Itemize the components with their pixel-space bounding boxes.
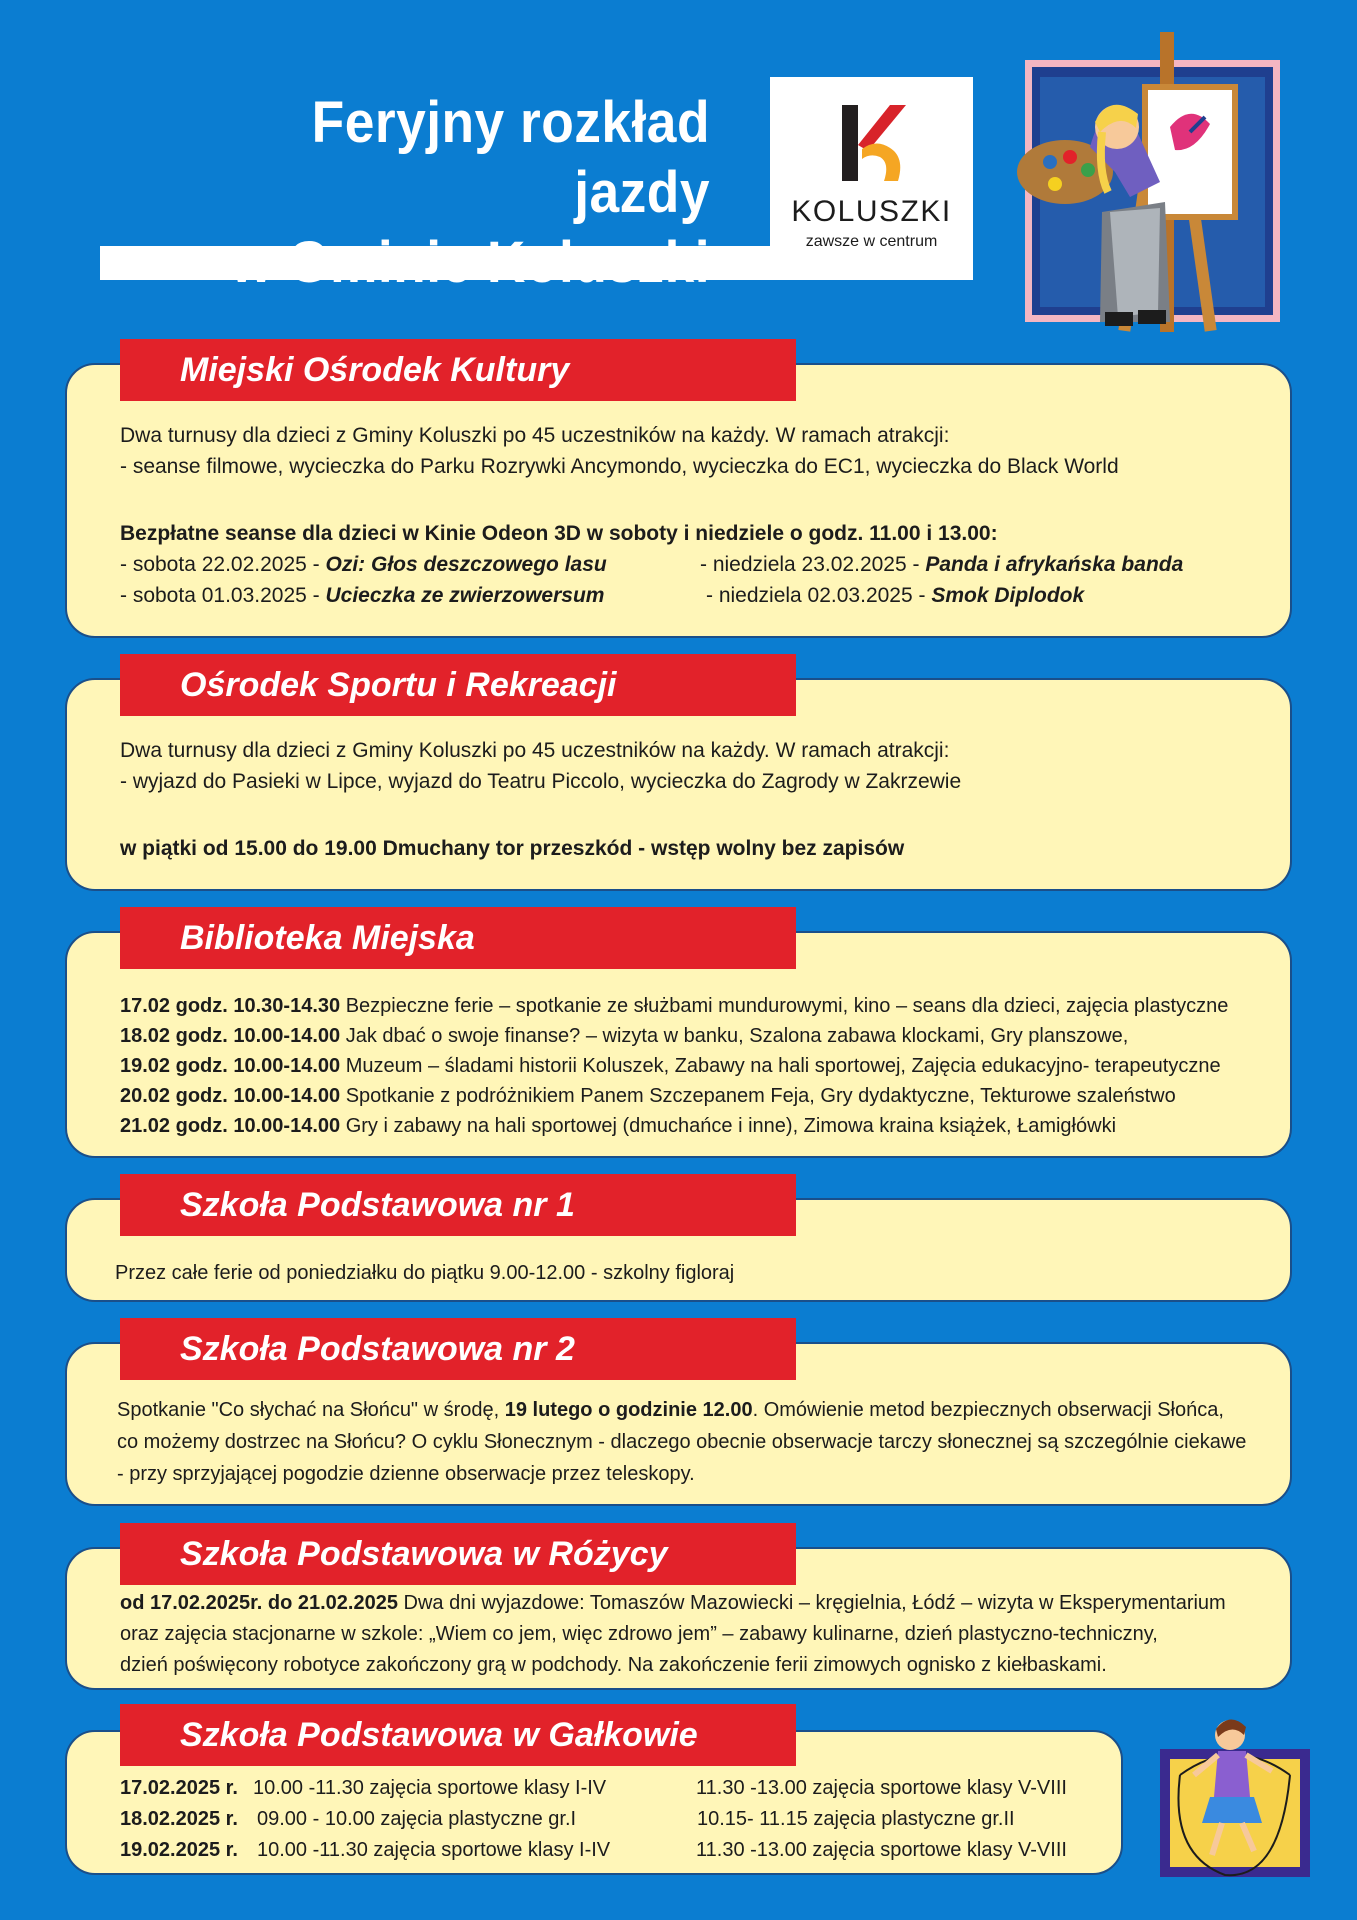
screening-item: - sobota 01.03.2025 - Ucieczka ze zwierzowersum — [120, 584, 605, 607]
osir-attractions: - wyjazd do Pasieki w Lipce, wyjazd do Teatru Piccolo, wycieczka do Zagrody w Zakrzewie — [120, 770, 962, 793]
sp2-body: Spotkanie "Co słychać na Słońcu" w środę, 19 lutego o godzinie 12.00. Omówienie metod bezpiecznych obserwacji Słońca, co możemy dostrzec na Słońcu? O cyklu Słonecznym - dlaczego obecnie obserwacje tarczy słonecznej są szczególnie ciekawe - przy sprzyjającej pogodzie dzienne obserwacje przez teleskopy. — [117, 1399, 1247, 1485]
page-title-line1: Feryjny rozkład jazdy — [311, 90, 710, 225]
film-title: Ucieczka ze zwierzowersum — [325, 584, 605, 607]
sp2-heading: Szkoła Podstawowa nr 2 — [120, 1318, 796, 1380]
sp1-text: Przez całe ferie od poniedziałku do piątku 9.00-12.00 - szkolny figloraj — [115, 1262, 735, 1284]
osir-heading: Ośrodek Sportu i Rekreacji — [120, 654, 796, 716]
mok-body — [120, 420, 1183, 611]
film-title: Smok Diplodok — [931, 584, 1085, 607]
rozyca-body: od 17.02.2025r. do 21.02.2025 Dwa dni wyjazdowe: Tomaszów Mazowiecki – kręgielnia, Łódź – wizyta w Eksperymentarium oraz zajęcia stacjonarne w szkole: „Wiem co jem, więc zdrowo jem” – zabawy kulinarne, dzień plastyczno-techniczny, dzień poświęcony robotyce zakończony grą w podchody. Na zakończenie ferii zimowych ognisko z kiełbaskami. — [120, 1592, 1226, 1676]
page-title-line2: w Gminie Koluszki — [230, 230, 710, 295]
screening-item: - niedziela 02.03.2025 - Smok Diplodok — [706, 584, 1085, 607]
film-title: Panda i afrykańska banda — [925, 553, 1184, 576]
osir-intro: Dwa turnusy dla dzieci z Gminy Koluszki po 45 uczestników na każdy. W ramach atrakcji: — [120, 739, 950, 762]
osir-friday: w piątki od 15.00 do 19.00 Dmuchany tor przeszkód - wstęp wolny bez zapisów — [120, 837, 905, 860]
library-row: 17.02 godz. 10.30-14.30 Bezpieczne ferie – spotkanie ze służbami mundurowymi, kino – seans dla dzieci, zajęcia plastyczne — [120, 995, 1229, 1017]
mok-intro: Dwa turnusy dla dzieci z Gminy Koluszki po 45 uczestników na każdy. W ramach atrakcji: — [120, 424, 950, 447]
mok-heading: Miejski Ośrodek Kultury — [120, 339, 796, 401]
library-row: 20.02 godz. 10.00-14.00 Spotkanie z podróżnikiem Panem Szczepanem Feja, Gry dydaktyczne, Tekturowe szaleństwo — [120, 1085, 1176, 1107]
screening-item: - niedziela 23.02.2025 - Panda i afrykańska banda — [700, 553, 1184, 576]
galkow-heading: Szkoła Podstawowa w Gałkowie — [120, 1704, 796, 1766]
koluszki-k-icon — [838, 103, 908, 183]
library-body — [120, 991, 1228, 1141]
osir-body — [120, 735, 961, 864]
screening-item: - sobota 22.02.2025 - Ozi: Głos deszczowego lasu — [120, 553, 607, 576]
mok-cinema-title: Bezpłatne seanse dla dzieci w Kinie Odeon 3D w soboty i niedziele o godz. 11.00 i 13.00: — [120, 522, 998, 545]
sp1-heading: Szkoła Podstawowa nr 1 — [120, 1174, 796, 1236]
rozyca-heading: Szkoła Podstawowa w Różycy — [120, 1523, 796, 1585]
logo-name: KOLUSZKI — [791, 195, 952, 228]
jump-rope-girl-illustration — [1150, 1705, 1330, 1885]
koluszki-logo — [770, 77, 973, 280]
page-title — [176, 88, 710, 298]
mok-attractions: - seanse filmowe, wycieczka do Parku Rozrywki Ancymondo, wycieczka do EC1, wycieczka do Black World — [120, 455, 1119, 478]
galkow-body — [120, 1773, 1067, 1866]
galkow-row: 17.02.2025 r. 10.00 -11.30 zajęcia sportowe klasy I-IV 11.30 -13.00 zajęcia sportowe klasy V-VIII — [120, 1777, 1067, 1799]
logo-tagline: zawsze w centrum — [805, 233, 938, 250]
film-title: Ozi: Głos deszczowego lasu — [325, 553, 607, 576]
galkow-row: 19.02.2025 r. 10.00 -11.30 zajęcia sportowe klasy I-IV 11.30 -13.00 zajęcia sportowe klasy V-VIII — [120, 1839, 1067, 1861]
painter-illustration — [1010, 32, 1290, 332]
library-heading: Biblioteka Miejska — [120, 907, 796, 969]
library-row: 18.02 godz. 10.00-14.00 Jak dbać o swoje finanse? – wizyta w banku, Szalona zabawa klockami, Gry planszowe, — [120, 1025, 1129, 1047]
galkow-row: 18.02.2025 r. 09.00 - 10.00 zajęcia plastyczne gr.I 10.15- 11.15 zajęcia plastyczne gr.II — [120, 1808, 1015, 1830]
library-row: 21.02 godz. 10.00-14.00 Gry i zabawy na hali sportowej (dmuchańce i inne), Zimowa kraina książek, Łamigłówki — [120, 1115, 1117, 1137]
library-row: 19.02 godz. 10.00-14.00 Muzeum – śladami historii Koluszek, Zabawy na hali sportowej, Zajęcia edukacyjno- terapeutyczne — [120, 1055, 1221, 1077]
